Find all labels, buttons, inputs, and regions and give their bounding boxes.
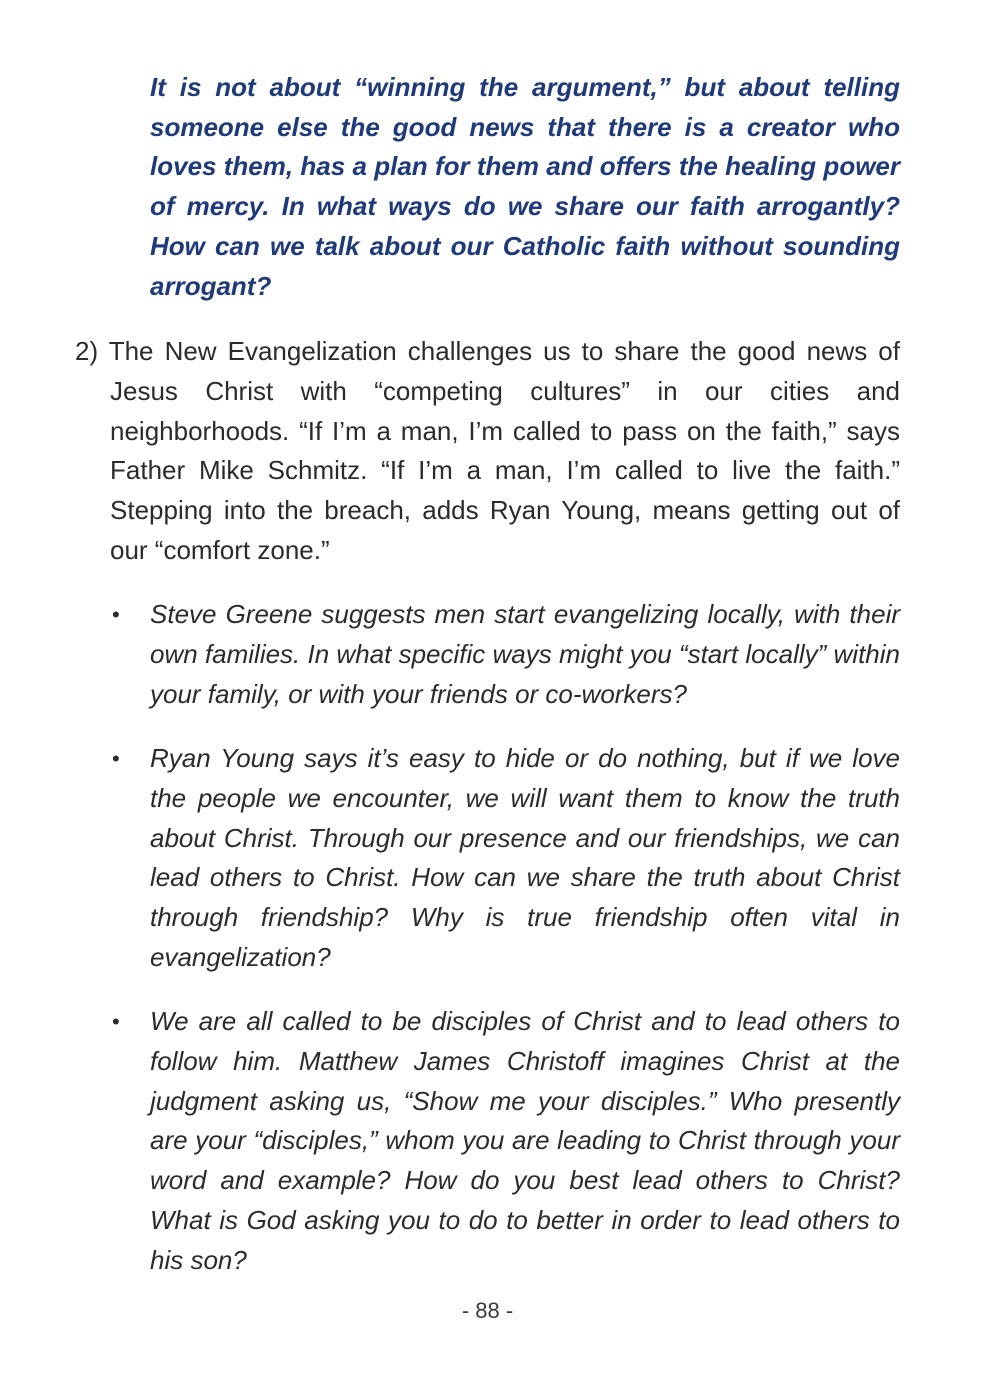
bullet-item [112,1002,900,1281]
numbered-item-2 [75,332,900,571]
bullet-text: Ryan Young says it’s easy to hide or do nothing, but if we love the people we encounter, we will want them to know the truth about Christ. Through our presence and our friendships, we can lead others to Christ. How can we share the truth about Christ through friendship? Why is true friendship often vital in evangelization? [150,743,900,972]
bullet-item [112,739,900,978]
bullet-text: We are all called to be disciples of Christ and to lead others to follow him. Matthew James Christoff imagines Christ at the judgment asking us, “Show me your disciples.” Who presently are your “disciples,” whom you are leading to Christ through your word and example? How do you best lead others to Christ? What is God asking you to do to better in order to lead others to his son? [150,1006,900,1275]
bullet-dot-icon: • [112,602,120,627]
bullet-item [112,595,900,714]
bullet-text: Steve Greene suggests men start evangelizing locally, with their own families. In what specific ways might you “start locally” within your family, or with your friends or co-workers? [150,599,900,709]
bullet-dot-icon: • [112,746,120,771]
bullet-dot-icon: • [112,1009,120,1034]
page-number: - 88 - [461,1298,514,1323]
item-number: 2) [75,336,99,366]
highlight-question: It is not about “winning the argument,” but about telling someone else the good news that there is a creator who loves them, has a plan for them and offers the healing power of mercy. In what ways do we share our faith arrogantly? How can we talk about our Catholic faith without sounding arrogant? [150,72,900,301]
numbered-item-2-text [75,332,900,571]
item-text: The New Evangelization challenges us to share the good news of Jesus Christ with “competing cultures” in our cities and neighborhoods. “If I’m a man, I’m called to pass on the faith,” says Father Mike Schmitz. “If I’m a man, I’m called to live the faith.” Stepping into the breach, adds Ryan Young, means getting out of our “comfort zone.” [108,336,900,565]
